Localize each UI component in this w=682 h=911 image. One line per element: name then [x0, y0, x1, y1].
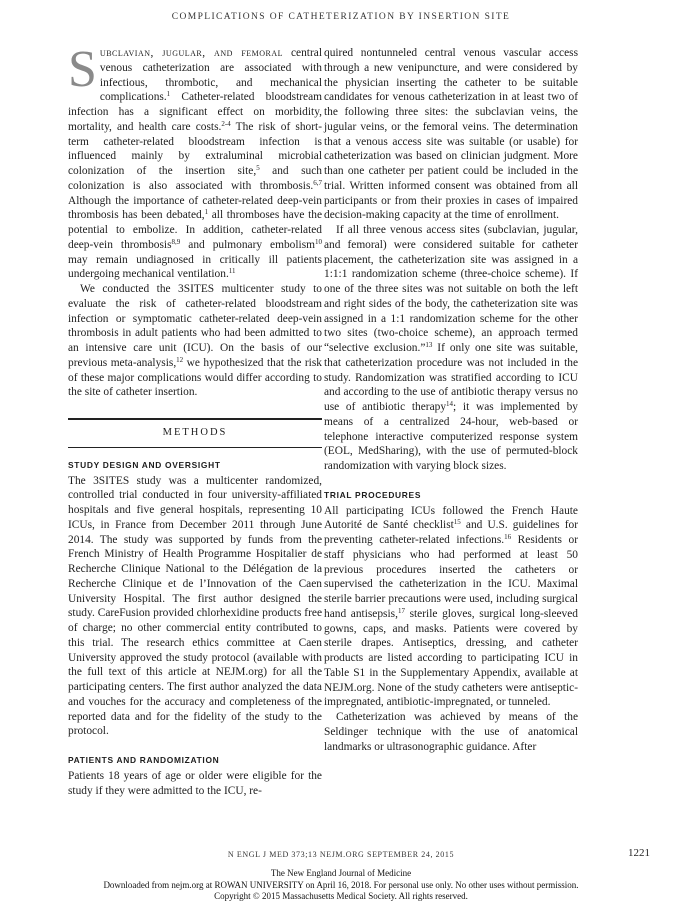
reference[interactable]: 1 — [204, 208, 209, 217]
randomization-text: If all three venous access sites (subclavian, jugular, and femoral) were considered suitable for catheter placement, the catheterization site was assigned in a 1:1:1 randomization scheme (three-choice scheme). If one of the three sites was not suitable on both the left and right sides of the body, the catheterization site was assigned in a 1:1 randomization scheme for the other two sites (two-choice scheme), an approach termed “selective exclusion.” — [324, 224, 578, 354]
download-notice — [0, 868, 682, 903]
reference[interactable]: 13 — [425, 341, 433, 349]
trial-procedures-paragraph — [324, 504, 578, 711]
trial-text: Residents or staff physicians who had performed at least 50 previous procedures inserted the catheters or supervised the catheterization in the ICU. Maximal sterile barrier precautions were used, including surgical hand antisepsis, — [324, 534, 578, 620]
randomization-paragraph — [324, 223, 578, 474]
eligibility-paragraph: quired nontunneled central venous vascular access through a new venipuncture, and were considered by the physician inserting the catheter to be suitable candidates for venous catheterization in at least two of the following three sites: the subclavian veins, the jugular veins, or the femoral veins. The determination that a venous access site was suitable (or usable) for catheterization was based on clinician judgment. More than one catheter per patient could be included in the trial. Written informed consent was obtained from all participants or from their proxies in cases of impaired decision-making capacity at the time of enrollment. — [324, 47, 578, 222]
reference[interactable]: 2-4 — [221, 119, 231, 128]
page-number: 1221 — [628, 847, 650, 859]
notice-download: Downloaded from nejm.org at ROWAN UNIVERSITY on April 16, 2018. For personal use only. No other uses without permission. — [103, 879, 579, 890]
spacer — [324, 474, 578, 488]
design-heading: STUDY DESIGN AND OVERSIGHT — [68, 459, 221, 470]
reference[interactable]: 8,9 — [171, 237, 181, 246]
intro-text: Although the importance of catheter-related deep-vein thrombosis has been debated, — [68, 194, 322, 222]
aim-paragraph — [68, 282, 322, 400]
reference[interactable]: 1 — [166, 90, 171, 99]
randomization-text: If only one site was suitable, that catheterization procedure was not included in the study. Randomization was stratified according to ICU and according to the use of antibiotic therapy versus no use of antibiotic therapy — [324, 342, 578, 413]
patients-heading: PATIENTS AND RANDOMIZATION — [68, 755, 220, 765]
design-paragraph: The 3SITES study was a multicenter randomized, controlled trial conducted in four university-affiliated hospitals and five general hospitals, representing 10 ICUs, in France from December 2011 through June 2014. The study was supported by funds from the French Ministry of Health Programme Hospitalier de Recherche Clinique National to the Délégation de la Recherche Clinique et de l’Innovation of the Caen University Hospital. The first author designed the study. CareFusion provided chlorhexidine products free of charge; no other commercial entity contributed to this trial. The research ethics committee at Caen University approved the study protocol (available with the full text of this article at NEJM.org) for all the participating centers. The first author analyzed the data and vouches for the accuracy and completeness of the reported data and for the fidelity of the study to the protocol. — [68, 474, 322, 738]
notice-journal: The New England Journal of Medicine — [270, 868, 412, 878]
reference[interactable]: 10 — [314, 237, 322, 246]
randomization-text: ; it was implemented by means of a centralized 24-hour, web-based or telephone interactive computerized response system (EOL, MedSharing), with the use of permuted-block randomization with varying block sizes. — [324, 401, 578, 472]
intro-text: and pulmonary embolism — [180, 238, 315, 251]
reference[interactable]: 16 — [504, 533, 512, 541]
reference[interactable]: 14 — [446, 400, 454, 408]
intro-paragraph — [68, 41, 323, 282]
intro-text: may remain undiagnosed in critically ill patients undergoing mechanical ventilation. — [68, 253, 322, 281]
intro-smallcaps: ubclavian, jugular, and femoral — [99, 47, 284, 59]
trial-text: All participating ICUs followed the French Haute Autorité de Santé checklist — [324, 504, 578, 532]
aim-text: We conducted the 3SITES multicenter study to evaluate the risk of catheter-related bloodstream infection or symptomatic catheter-related deep-vein thrombosis in adult patients who had been admitted to an intensive care unit (ICU). On the basis of our previous meta-analysis, — [68, 283, 322, 369]
journal-citation: N ENGL J MED 373;13 NEJM.ORG SEPTEMBER 24, 2015 — [227, 850, 455, 859]
drop-cap: S — [68, 41, 97, 98]
aim-text: we hypothesized that the risk of these major complications would differ according to the site of catheter insertion. — [68, 356, 322, 399]
notice-copyright: Copyright © 2015 Massachusetts Medical Society. All rights reserved. — [214, 891, 468, 901]
reference[interactable]: 6,7 — [313, 178, 322, 187]
right-column — [324, 46, 578, 754]
reference[interactable]: 15 — [453, 518, 461, 527]
reference[interactable]: 12 — [176, 355, 184, 364]
methods-heading: METHODS — [68, 420, 322, 448]
seldinger-paragraph: Catheterization was achieved by means of the Seldinger technique with the use of anatomical landmarks or ultrasonographic guidance. After — [324, 711, 578, 753]
spacer — [68, 739, 322, 753]
intro-text: and such colonization is also associated with thrombosis. — [68, 165, 322, 192]
intro-text: central venous catheterization are associated with infectious, thrombotic, and mechanical complications. — [99, 47, 322, 104]
reference[interactable]: 17 — [397, 606, 405, 615]
reference[interactable]: 11 — [228, 267, 236, 276]
reference[interactable]: 5 — [256, 164, 260, 172]
intro-text: all thromboses have the potential to embolize. In addition, catheter-related deep-vein thrombosis — [68, 209, 323, 251]
intro-text: Catheter-related bloodstream infection has a significant effect on morbidity, mortality, and health care costs. — [68, 91, 322, 133]
running-head: COMPLICATIONS OF CATHETERIZATION BY INSERTION SITE — [171, 12, 511, 22]
left-column — [68, 41, 323, 798]
trial-text: and U.S. guidelines for preventing catheter-related infections. — [324, 519, 578, 546]
trial-procedures-heading: TRIAL PROCEDURES — [324, 489, 422, 500]
intro-text: The risk of short-term catheter-related bloodstream infection is influenced mainly by extraluminal microbial colonization of the insertion site, — [68, 120, 323, 177]
patients-paragraph: Patients 18 years of age or older were eligible for the study if they were admitted to the ICU, re- — [68, 769, 322, 797]
trial-text: sterile gloves, surgical long-sleeved gowns, caps, and masks. Patients were covered by sterile drapes. Antiseptics, dressing, and catheter products are listed according to participating ICU in Table S1 in the Supplementary Appendix, available at NEJM.org. None of the study catheters were antiseptic-impregnated, antibiotic-impregnated, or tunneled. — [324, 607, 578, 709]
